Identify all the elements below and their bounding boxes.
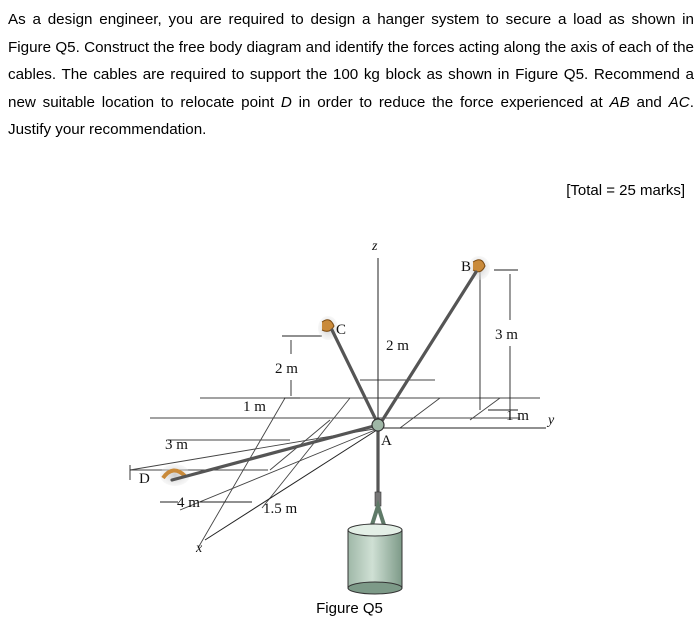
dim-d-x: 4 m	[177, 495, 200, 511]
dim-c-offset: 1 m	[243, 399, 266, 415]
point-d-ref: D	[280, 93, 292, 111]
dim-d-offset: 3 m	[165, 437, 188, 453]
question-text-part: in order to reduce the force experienced at	[291, 93, 610, 111]
dimension-lines	[130, 266, 518, 502]
cable-ab-ref: AB	[609, 93, 630, 111]
cable-ac	[332, 330, 378, 424]
point-label-d: D	[139, 471, 150, 487]
dim-a-x: 1.5 m	[263, 501, 298, 517]
dim-c-height: 2 m	[275, 361, 298, 377]
figure-caption: Figure Q5	[316, 600, 383, 617]
axis-label-z: z	[372, 239, 378, 254]
dim-b-x: 2 m	[386, 338, 409, 354]
total-marks: [Total = 25 marks]	[566, 182, 685, 199]
cable-ac-ref: AC	[668, 93, 690, 111]
axis-label-y: y	[548, 413, 555, 428]
dim-b-y: 1 m	[506, 408, 529, 424]
ring-a	[372, 419, 384, 431]
cables	[172, 272, 476, 495]
question-text	[8, 6, 694, 144]
axis-label-x: x	[196, 541, 203, 556]
x-axis	[205, 428, 380, 540]
hanger-figure	[0, 230, 699, 632]
point-label-c: C	[336, 322, 347, 338]
point-label-b: B	[461, 259, 472, 275]
question-text-part: As a design engineer, you are required to design a hanger system to secure a load as shown in Figure Q5. Construct the free body diagram and identify the forces acting along the axis of each of the cables. The cables are required to support the 100 kg block as shown in Figure Q5. Recommend a new suitable location to relocate point	[8, 11, 694, 111]
dim-b-height: 3 m	[495, 327, 518, 343]
load-block	[348, 524, 402, 594]
ground-grid	[130, 380, 540, 548]
question-text-part: . Justify your recommendation.	[8, 93, 694, 138]
point-label-a: A	[381, 433, 392, 449]
question-text-part: and	[629, 93, 669, 111]
